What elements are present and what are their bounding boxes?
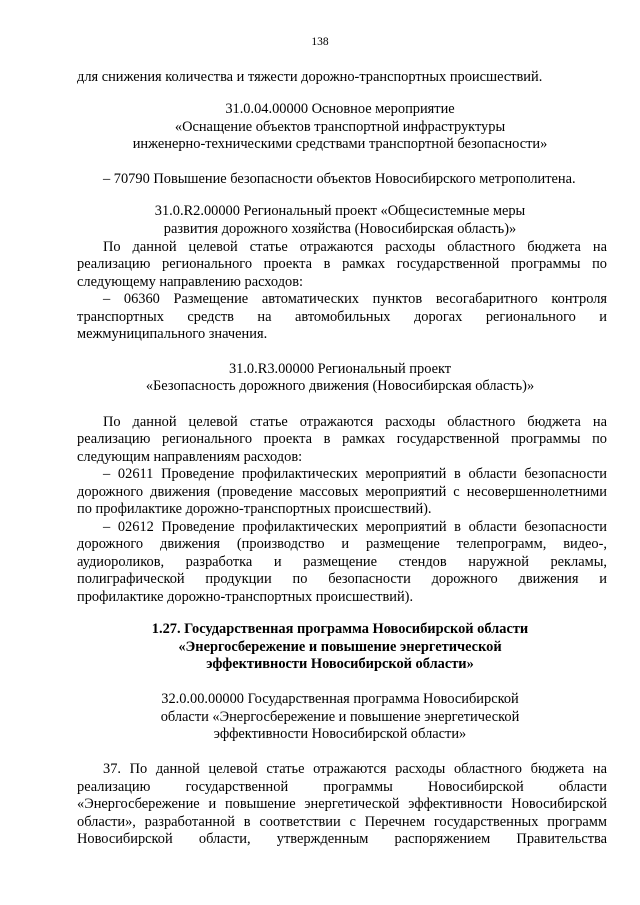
paragraph-line: По данной целевой статье отражаются расходы областного бюджета на (103, 414, 607, 430)
paragraph-line: следующим направлениям расходов: (77, 449, 303, 465)
list-item: – 02612 Проведение профилактических мероприятий в области безопасности (103, 519, 607, 535)
section-heading: 31.0.04.00000 Основное мероприятие (225, 101, 455, 117)
section-heading: инженерно-техническими средствами транспортной безопасности» (132, 136, 548, 152)
paragraph-line: реализацию регионального проекта в рамках государственной программы по (77, 256, 607, 272)
chapter-heading: эффективности Новосибирской области» (206, 656, 474, 672)
paragraph-line: По данной целевой статье отражаются расходы областного бюджета на (103, 239, 607, 255)
list-item: межмуниципального значения. (77, 326, 268, 342)
paragraph-line: Новосибирской области, утвержденным распоряжением Правительства (77, 831, 607, 847)
text-line: для снижения количества и тяжести дорожно-транспортных происшествий. (77, 69, 543, 85)
chapter-heading: 1.27. Государственная программа Новосибирской области (151, 621, 529, 637)
page-number: 138 (311, 36, 329, 48)
section-heading: 31.0.R3.00000 Региональный проект (228, 361, 452, 377)
section-heading: «Оснащение объектов транспортной инфраструктуры (174, 119, 506, 135)
list-item: по профилактике дорожно-транспортных происшествий). (77, 501, 432, 517)
list-item: дорожного движения (проведение массовых мероприятий с несовершеннолетними (77, 484, 607, 500)
paragraph-line: реализацию регионального проекта в рамках государственной программы по (77, 431, 607, 447)
paragraph-line: следующему направлению расходов: (77, 274, 304, 290)
section-heading: эффективности Новосибирской области» (213, 726, 467, 742)
chapter-heading: «Энергосбережение и повышение энергетической (178, 639, 502, 655)
list-item: аудиороликов, разработка и размещение стендов наружной рекламы, (77, 554, 607, 570)
list-item: – 02611 Проведение профилактических мероприятий в области безопасности (103, 466, 607, 482)
list-item: транспортных средств на автомобильных дорогах регионального и (77, 309, 607, 325)
section-heading: развития дорожного хозяйства (Новосибирская область)» (163, 221, 517, 237)
list-item: полиграфической продукции по безопасности дорожного движения и (77, 571, 607, 587)
paragraph-line: «Энергосбережение и повышение энергетической эффективности Новосибирской (77, 796, 607, 812)
list-item: – 70790 Повышение безопасности объектов Новосибирского метрополитена. (103, 171, 576, 187)
paragraph-line: области», разработанной в соответствии с Перечнем государственных программ (77, 814, 607, 830)
paragraph-line: реализацию государственной программы Новосибирской области (77, 779, 607, 795)
list-item: – 06360 Размещение автоматических пунктов весогабаритного контроля (103, 291, 607, 307)
section-heading: области «Энергосбережение и повышение энергетической (160, 709, 520, 725)
list-item: дорожного движения (производство и размещение телепрограмм, видео-, (77, 536, 607, 552)
section-heading: 32.0.00.00000 Государственная программа Новосибирской (161, 691, 519, 707)
section-heading: 31.0.R2.00000 Региональный проект «Общесистемные меры (154, 203, 526, 219)
section-heading: «Безопасность дорожного движения (Новосибирская область)» (145, 378, 535, 394)
list-item: профилактике дорожно-транспортных происшествий). (77, 589, 414, 605)
paragraph-line: 37. По данной целевой статье отражаются расходы областного бюджета на (103, 761, 607, 777)
